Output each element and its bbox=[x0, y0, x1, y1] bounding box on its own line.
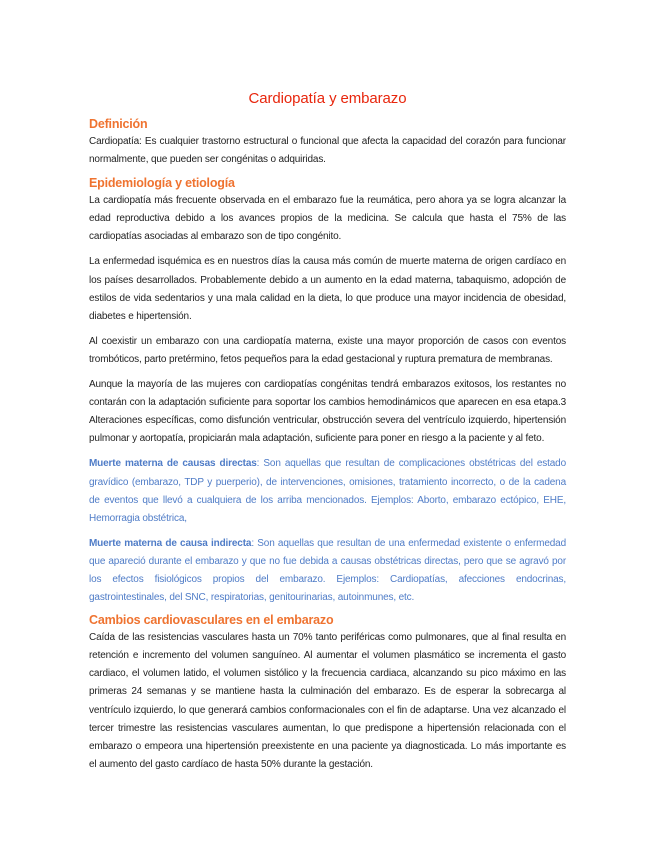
heading-cambios: Cambios cardiovasculares en el embarazo bbox=[89, 613, 334, 628]
heading-epidemiologia: Epidemiología y etiología bbox=[89, 176, 235, 191]
muerte-indirecta-text: : Son aquellas que resultan de una enfermedad existente o enfermedad que apareció durante el embarazo y que no fue debida a causas obstétricas directas, pero que se agravó por los efectos fisiológicos propios del embarazo. Ejemplos: Cardiopatías, afecciones endocrinas, gastrointestinales, del SNC, respiratorias, genitourinarias, autoinmunes, etc. bbox=[89, 537, 566, 604]
muerte-indirecta-label: Muerte materna de causa indirecta bbox=[89, 537, 252, 549]
paragraph-cambios: Caída de las resistencias vasculares hasta un 70% tanto periféricas como pulmonares, que al final resulta en retención e incremento del volumen sanguíneo. Al aumentar el volumen plasmático se incrementa el gasto cardiaco, el volumen latido, el volumen sistólico y la frecuencia cardiaca, alcanzando su pico máximo en las primeras 24 semanas y se mantiene hasta la culminación del embarazo. Es de esperar la sobrecarga al ventrículo izquierdo, lo que generará cambios conformacionales con el fin de adaptarse. Una vez alcanzado el tercer trimestre las resistencias vasculares aumentan, lo que predispone a hipertensión relacionada con el embarazo o empeora una hipertensión preexistente en una paciente ya diagnosticada. Lo más importante es el aumento del gasto cardíaco de hasta 50% durante la gestación. bbox=[89, 632, 566, 770]
paragraph-epidemiologia-3: Al coexistir un embarazo con una cardiopatía materna, existe una mayor proporción de casos con eventos trombóticos, parto pretérmino, fetos pequeños para la edad gestacional y ruptura prematura de membranas. bbox=[89, 335, 566, 365]
paragraph-epidemiologia-4: Aunque la mayoría de las mujeres con cardiopatías congénitas tendrá embarazos exitosos, los restantes no contarán con la adaptación suficiente para soportar los cambios hemodinámicos que aparecen en esa etapa.3 Alteraciones específicas, como disfunción ventricular, obstrucción severa del ventrículo izquierdo, hipertensión pulmonar y aortopatía, propiciarán mala adaptación, suficiente para poner en riesgo a la paciente y al feto. bbox=[89, 379, 566, 445]
muerte-directas-text: : Son aquellas que resultan de complicaciones obstétricas del estado gravídico (embarazo, TDP y puerperio), de intervenciones, omisiones, tratamiento incorrecto, o de la cadena de eventos que llevó a cualquiera de los arriba mencionados. Ejemplos: Aborto, embarazo ectópico, EHE, Hemorragia obstétrica, bbox=[89, 458, 566, 524]
paragraph-muerte-indirecta bbox=[89, 535, 566, 607]
document-content bbox=[89, 90, 566, 781]
paragraph-definicion: Cardiopatía: Es cualquier trastorno estructural o funcional que afecta la capacidad del corazón para funcionar normalmente, que pueden ser congénitas o adquiridas. bbox=[89, 136, 566, 166]
paragraph-epidemiologia-1: La cardiopatía más frecuente observada en el embarazo fue la reumática, pero ahora ya se logra alcanzar la edad reproductiva debido a los avances propios de la medicina. Se calcula que hasta el 75% de las cardiopatías asociadas al embarazo son de tipo congénito. bbox=[89, 195, 566, 243]
paragraph-epidemiologia-2: La enfermedad isquémica es en nuestros días la causa más común de muerte materna de origen cardíaco en los países desarrollados. Probablemente debido a un aumento en la edad materna, tabaquismo, adopción de estilos de vida sedentarios y una mala calidad en la dieta, lo que produce una mayor incidencia de obesidad, diabetes e hipertensión. bbox=[89, 256, 566, 322]
heading-definicion: Definición bbox=[89, 117, 148, 131]
paragraph-muerte-directas bbox=[89, 455, 566, 527]
document-title: Cardiopatía y embarazo bbox=[248, 90, 407, 107]
muerte-directas-label: Muerte materna de causas directas bbox=[89, 458, 257, 470]
